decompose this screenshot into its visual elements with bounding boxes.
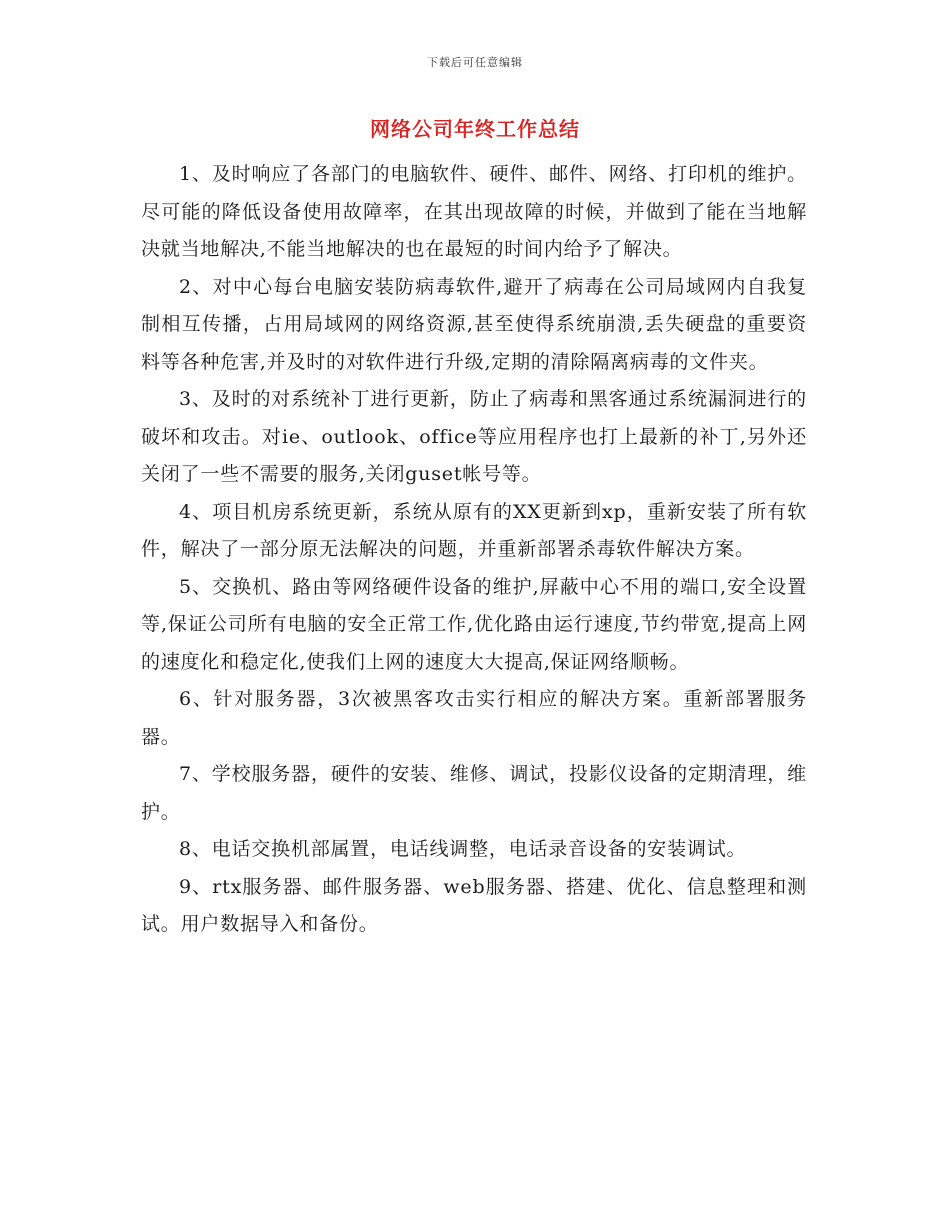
paragraph-1: 1、及时响应了各部门的电脑软件、硬件、邮件、网络、打印机的维护。尽可能的降低设备使用故障率，在其出现故障的时候，并做到了能在当地解决就当地解决,不能当地解决的也在最短的时间内给予了解决。	[141, 163, 807, 260]
paragraph-7: 7、学校服务器，硬件的安装、维修、调试，投影仪设备的定期清理，维护。	[141, 763, 807, 823]
paragraph-4: 4、项目机房系统更新，系统从原有的XX更新到xp，重新安装了所有软件，解决了一部分原无法解决的问题，并重新部署杀毒软件解决方案。	[141, 500, 807, 560]
paragraph-5: 5、交换机、路由等网络硬件设备的维护,屏蔽中心不用的端口,安全设置等,保证公司所有电脑的安全正常工作,优化路由运行速度,节约带宽,提高上网的速度化和稳定化,使我们上网的速度大大提高,保证网络顺畅。	[141, 575, 807, 673]
paragraph-2: 2、对中心每台电脑安装防病毒软件,避开了病毒在公司局域网内自我复制相互传播，占用局域网的网络资源,甚至使得系统崩溃,丢失硬盘的重要资料等各种危害,并及时的对软件进行升级,定期的清除隔离病毒的文件夹。	[141, 275, 807, 373]
document-body	[141, 156, 807, 944]
document-title: 网络公司年终工作总结	[370, 117, 580, 141]
paragraph-8: 8、电话交换机部属置，电话线调整，电话录音设备的安装调试。	[179, 838, 747, 860]
header-note: 下载后可任意编辑	[427, 56, 523, 69]
paragraph-6: 6、针对服务器，3次被黑客攻击实行相应的解决方案。重新部署服务器。	[141, 688, 807, 748]
paragraph-9: 9、rtx服务器、邮件服务器、web服务器、搭建、优化、信息整理和测试。用户数据导入和备份。	[141, 875, 807, 935]
paragraph-3: 3、及时的对系统补丁进行更新，防止了病毒和黑客通过系统漏洞进行的破坏和攻击。对ie、outlook、office等应用程序也打上最新的补丁,另外还关闭了一些不需要的服务,关闭guset帐号等。	[141, 388, 807, 485]
